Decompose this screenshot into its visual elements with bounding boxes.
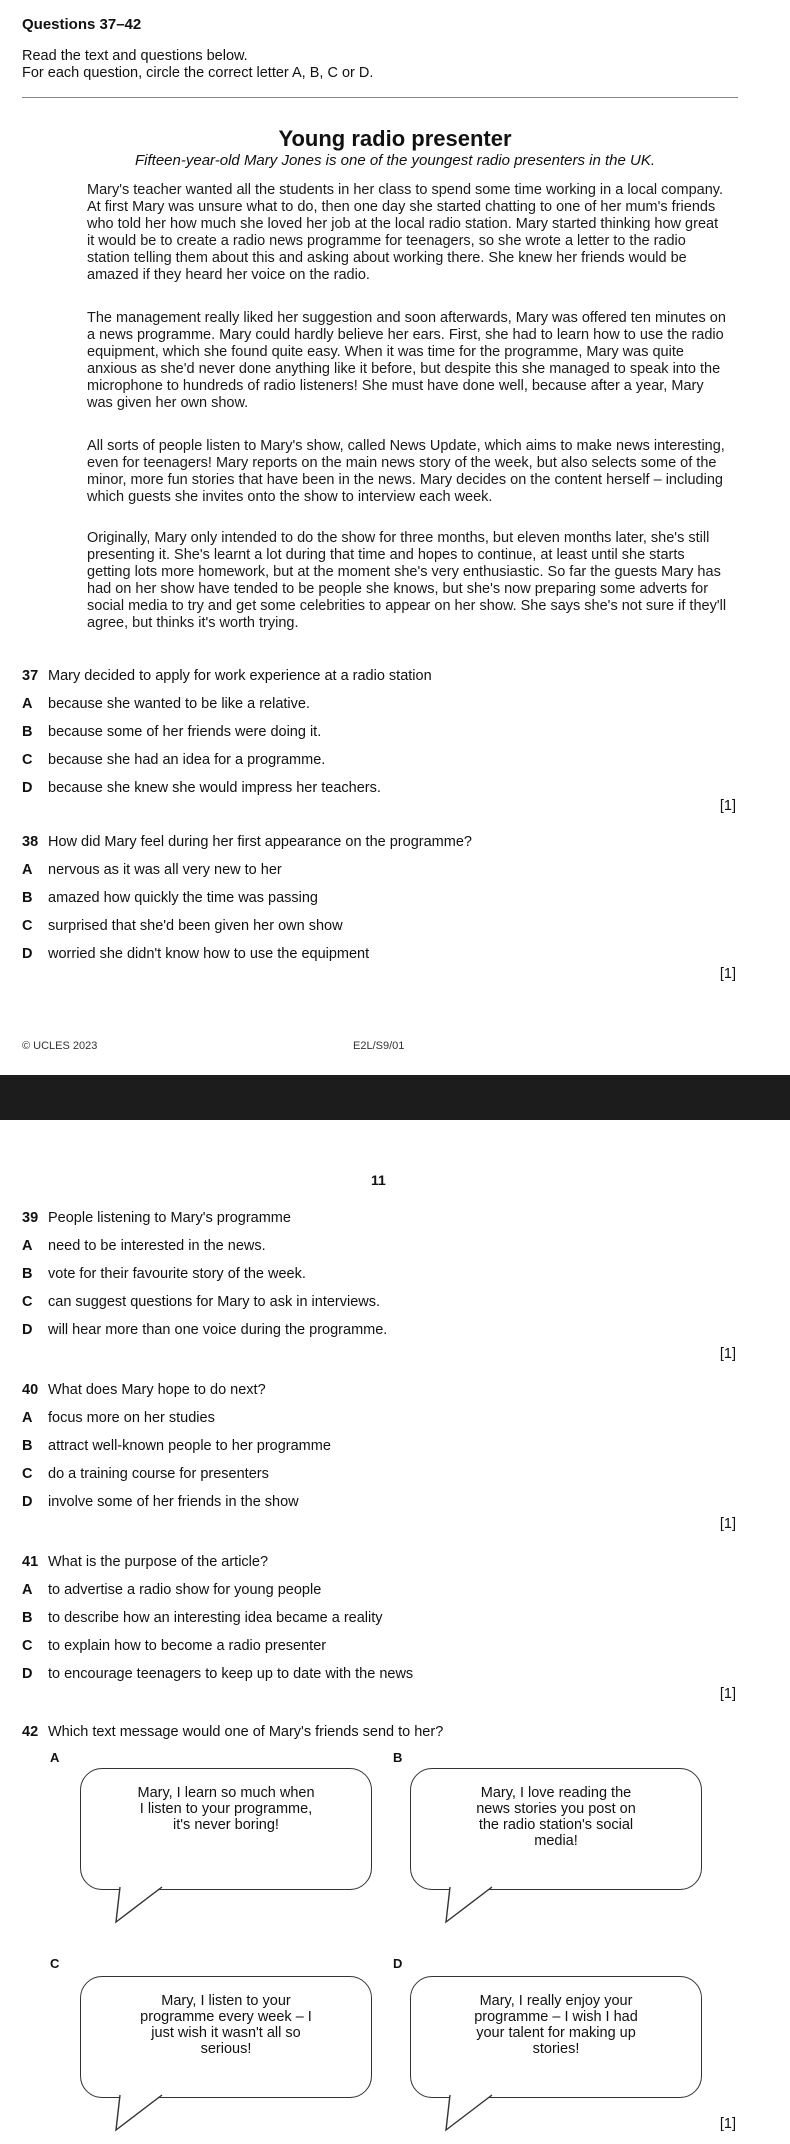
- q40-option-d[interactable]: D involve some of her friends in the show: [22, 1494, 299, 1510]
- question-text: Mary decided to apply for work experience at a radio station: [48, 668, 432, 684]
- bubble-c-tail: [110, 2094, 170, 2134]
- divider: [22, 97, 738, 98]
- q39-option-c[interactable]: C can suggest questions for Mary to ask in interviews.: [22, 1294, 381, 1310]
- q37-option-c[interactable]: C because she had an idea for a programme.: [22, 752, 326, 768]
- q41-option-d[interactable]: D to encourage teenagers to keep up to date with the news: [22, 1666, 414, 1682]
- q38-option-b[interactable]: B amazed how quickly the time was passing: [22, 890, 318, 906]
- q41-option-b[interactable]: B to describe how an interesting idea became a reality: [22, 1610, 383, 1626]
- q40-mark: [1]: [719, 1516, 736, 1532]
- bubble-d-label: D: [393, 1956, 403, 1971]
- bubble-b-label: B: [393, 1750, 403, 1765]
- q39-option-b[interactable]: B vote for their favourite story of the week.: [22, 1266, 306, 1282]
- exam-page-11: [0, 1120, 790, 2144]
- article-paragraph-4: Originally, Mary only intended to do the show for three months, but eleven months later, she's still presenting it. She's learnt a lot during that time and hopes to continue, at least until she starts getting lots more homework, but at the moment she's very enthusiastic. So far the guests Mary has had on her show have tended to be people she knows, but she's now preparing some adverts for social media to try and get some celebrities to appear on her show. She says she's not sure if they'll agree, but thinks it's worth trying.: [87, 530, 727, 631]
- q38-option-c[interactable]: C surprised that she'd been given her own show: [22, 918, 343, 934]
- question-42: 42 Which text message would one of Mary's friends send to her?: [22, 1724, 444, 1740]
- q42-mark: [1]: [719, 2116, 736, 2132]
- question-41: 41 What is the purpose of the article?: [22, 1554, 269, 1570]
- page-number: 11: [371, 1172, 386, 1188]
- bubble-d-tail: [440, 2094, 500, 2134]
- question-number: 37: [22, 668, 39, 684]
- q41-option-c[interactable]: C to explain how to become a radio presenter: [22, 1638, 327, 1654]
- q39-option-a[interactable]: A need to be interested in the news.: [22, 1238, 266, 1254]
- q41-mark: [1]: [719, 1686, 736, 1702]
- article-title: Young radio presenter: [278, 126, 512, 151]
- q37-mark: [1]: [719, 798, 736, 814]
- q38-option-d[interactable]: D worried she didn't know how to use the equipment: [22, 946, 370, 962]
- q39-option-d[interactable]: D will hear more than one voice during the programme.: [22, 1322, 388, 1338]
- q40-option-c[interactable]: C do a training course for presenters: [22, 1466, 269, 1482]
- message-bubble-a[interactable]: Mary, I learn so much when I listen to your programme, it's never boring!: [80, 1768, 372, 1890]
- q39-mark: [1]: [719, 1346, 736, 1362]
- bubble-a-tail: [110, 1886, 170, 1926]
- article-subtitle: Fifteen-year-old Mary Jones is one of the youngest radio presenters in the UK.: [135, 152, 655, 169]
- question-38: 38 How did Mary feel during her first appearance on the programme?: [22, 834, 472, 850]
- questions-heading: Questions 37–42: [22, 16, 142, 33]
- footer-copyright: © UCLES 2023: [22, 1040, 98, 1052]
- page-separator: [0, 1075, 790, 1120]
- message-bubble-d[interactable]: Mary, I really enjoy your programme – I wish I had your talent for making up stories!: [410, 1976, 702, 2098]
- q37-option-a[interactable]: A because she wanted to be like a relative.: [22, 696, 310, 712]
- instruction-line-2: For each question, circle the correct letter A, B, C or D.: [22, 65, 374, 81]
- instruction-line-1: Read the text and questions below.: [22, 48, 248, 64]
- message-bubble-b[interactable]: Mary, I love reading the news stories you post on the radio station's social media!: [410, 1768, 702, 1890]
- q41-option-a[interactable]: A to advertise a radio show for young people: [22, 1582, 322, 1598]
- q38-option-a[interactable]: A nervous as it was all very new to her: [22, 862, 282, 878]
- article-paragraph-2: The management really liked her suggestion and soon afterwards, Mary was offered ten minutes on a news programme. Mary could hardly believe her ears. First, she had to learn how to use the radio equipment, which she found quite easy. When it was time for the programme, Mary was quite anxious as she'd never done anything like it before, but despite this she managed to speak into the microphone to hundreds of radio listeners! She must have done well, because after a year, Mary was given her own show.: [87, 310, 726, 411]
- instructions: [22, 48, 373, 82]
- article-paragraph-3: All sorts of people listen to Mary's show, called News Update, which aims to make news interesting, even for teenagers! Mary reports on the main news story of the week, but also selects some of the minor, more fun stories that have been in the news. Mary decides on the content herself – including which guests she invites onto the show to interview each week.: [87, 438, 725, 505]
- bubble-a-label: A: [50, 1750, 60, 1765]
- footer-code: E2L/S9/01: [353, 1040, 405, 1052]
- bubble-b-tail: [440, 1886, 500, 1926]
- q37-option-d[interactable]: D because she knew she would impress her teachers.: [22, 780, 381, 796]
- article-paragraph-1: Mary's teacher wanted all the students in her class to spend some time working in a local company. At first Mary was unsure what to do, then one day she started chatting to one of her mum's friends who told her how much she loved her job at the local radio station. Mary started thinking how great it would be to create a radio news programme for teenagers, so she wrote a letter to the radio station telling them about this and asking about working there. She knew her friends would be amazed if they heard her voice on the radio.: [87, 182, 723, 283]
- q40-option-b[interactable]: B attract well-known people to her programme: [22, 1438, 331, 1454]
- q37-option-b[interactable]: B because some of her friends were doing it.: [22, 724, 322, 740]
- message-bubble-c[interactable]: Mary, I listen to your programme every week – I just wish it wasn't all so serious!: [80, 1976, 372, 2098]
- q38-mark: [1]: [719, 966, 736, 982]
- question-37: [22, 668, 432, 684]
- q40-option-a[interactable]: A focus more on her studies: [22, 1410, 215, 1426]
- question-40: 40 What does Mary hope to do next?: [22, 1382, 266, 1398]
- question-39: 39 People listening to Mary's programme: [22, 1210, 291, 1226]
- bubble-c-label: C: [50, 1956, 60, 1971]
